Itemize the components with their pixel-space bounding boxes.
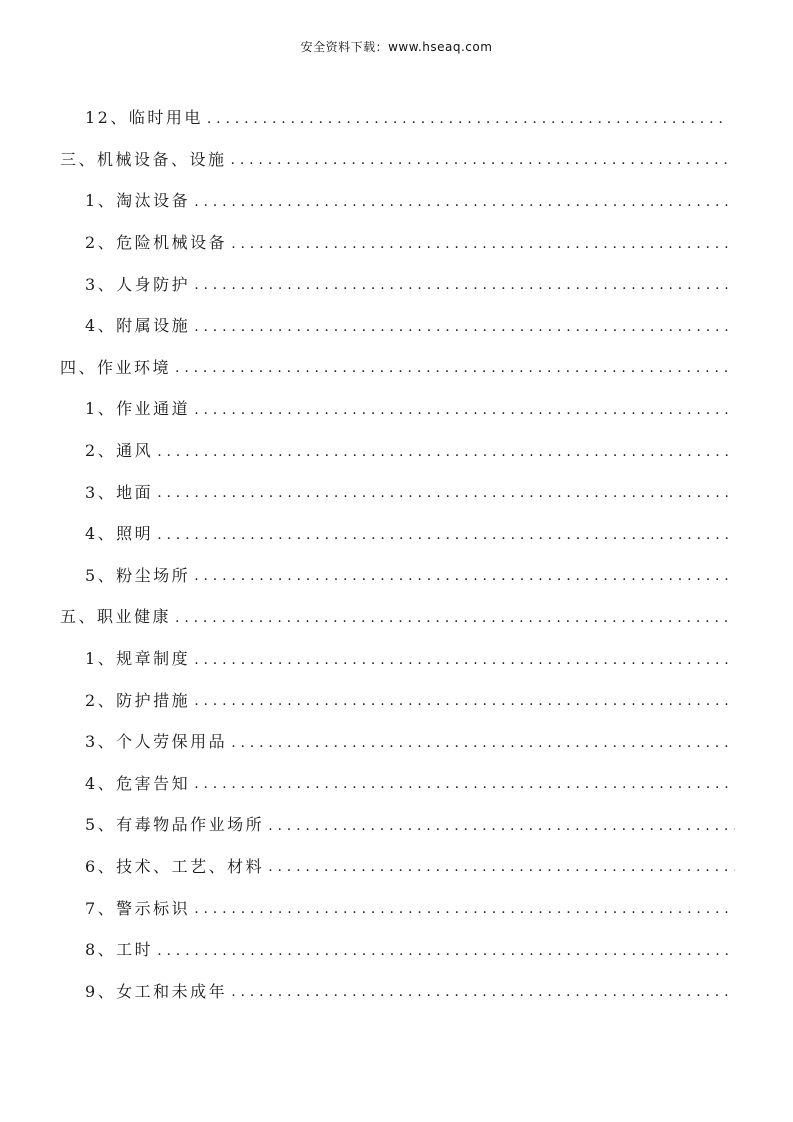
toc-entry[interactable] — [0, 262, 728, 304]
toc-entry[interactable] — [0, 928, 728, 970]
toc-entry-label: 12、临时用电 — [85, 105, 203, 128]
toc-dot-leader — [231, 233, 728, 251]
toc-entry[interactable] — [0, 512, 728, 554]
toc-dot-leader — [194, 773, 728, 791]
page-header: 安全资料下载：www.hseaq.com — [300, 40, 493, 54]
toc-entry[interactable] — [0, 304, 728, 346]
toc-entry[interactable] — [0, 554, 728, 596]
toc-dot-leader — [231, 732, 728, 750]
toc-dot-leader — [157, 441, 728, 459]
toc-entry-label: 2、危险机械设备 — [85, 230, 227, 253]
toc-entry[interactable] — [0, 969, 728, 1011]
toc-entry-label: 五、职业健康 — [60, 604, 171, 627]
toc-dot-leader — [194, 399, 728, 417]
toc-dot-leader — [194, 898, 728, 916]
toc-dot-leader — [175, 607, 728, 625]
toc-dot-leader — [194, 649, 728, 667]
toc-entry[interactable] — [0, 346, 728, 388]
toc-entry[interactable] — [0, 429, 728, 471]
toc-entry-label: 4、附属设施 — [85, 313, 190, 336]
toc-dot-leader — [157, 524, 728, 542]
toc-entry-label: 5、粉尘场所 — [85, 563, 190, 586]
toc-entry-label: 三、机械设备、设施 — [60, 147, 227, 170]
toc-entry[interactable] — [0, 470, 728, 512]
toc-entry-label: 2、通风 — [85, 438, 153, 461]
toc-entry[interactable] — [0, 886, 728, 928]
toc-entry[interactable] — [0, 387, 728, 429]
toc-entry-label: 3、人身防护 — [85, 272, 190, 295]
toc-entry-label: 1、作业通道 — [85, 396, 190, 419]
toc-dot-leader — [175, 357, 728, 375]
toc-entry-label: 4、照明 — [85, 521, 153, 544]
toc-entry-label: 1、规章制度 — [85, 646, 190, 669]
toc-dot-leader — [231, 149, 728, 167]
toc-dot-leader — [268, 856, 735, 874]
toc-dot-leader — [157, 482, 728, 500]
toc-entry[interactable] — [0, 221, 728, 263]
toc-dot-leader — [194, 191, 728, 209]
toc-dot-leader — [207, 108, 728, 126]
toc-dot-leader — [268, 815, 735, 833]
toc-dot-leader — [194, 690, 728, 708]
toc-entry-label: 5、有毒物品作业场所 — [85, 812, 264, 835]
toc-entry[interactable] — [0, 678, 728, 720]
toc-entry[interactable] — [0, 637, 728, 679]
toc-entry[interactable] — [0, 845, 735, 887]
toc-entry-label: 1、淘汰设备 — [85, 188, 190, 211]
toc-entry[interactable] — [0, 720, 728, 762]
toc-entry-label: 6、技术、工艺、材料 — [85, 854, 264, 877]
toc-entry-label: 7、警示标识 — [85, 896, 190, 919]
toc-entry[interactable] — [0, 595, 728, 637]
toc-entry-label: 2、防护措施 — [85, 688, 190, 711]
toc-entry-label: 四、作业环境 — [60, 355, 171, 378]
toc-dot-leader — [194, 565, 728, 583]
toc-entry-label: 9、女工和未成年 — [85, 979, 227, 1002]
toc-entry[interactable] — [0, 138, 728, 180]
toc-entry-label: 8、工时 — [85, 937, 153, 960]
toc-dot-leader — [231, 981, 728, 999]
toc-entry-label: 4、危害告知 — [85, 771, 190, 794]
toc-dot-leader — [194, 274, 728, 292]
toc-entry-label: 3、个人劳保用品 — [85, 729, 227, 752]
toc-entry[interactable] — [0, 179, 728, 221]
table-of-contents — [0, 96, 793, 1011]
toc-entry-label: 3、地面 — [85, 480, 153, 503]
toc-dot-leader — [194, 316, 728, 334]
toc-entry[interactable] — [0, 762, 728, 804]
toc-entry[interactable] — [0, 96, 728, 138]
toc-dot-leader — [157, 940, 728, 958]
toc-entry[interactable] — [0, 803, 735, 845]
